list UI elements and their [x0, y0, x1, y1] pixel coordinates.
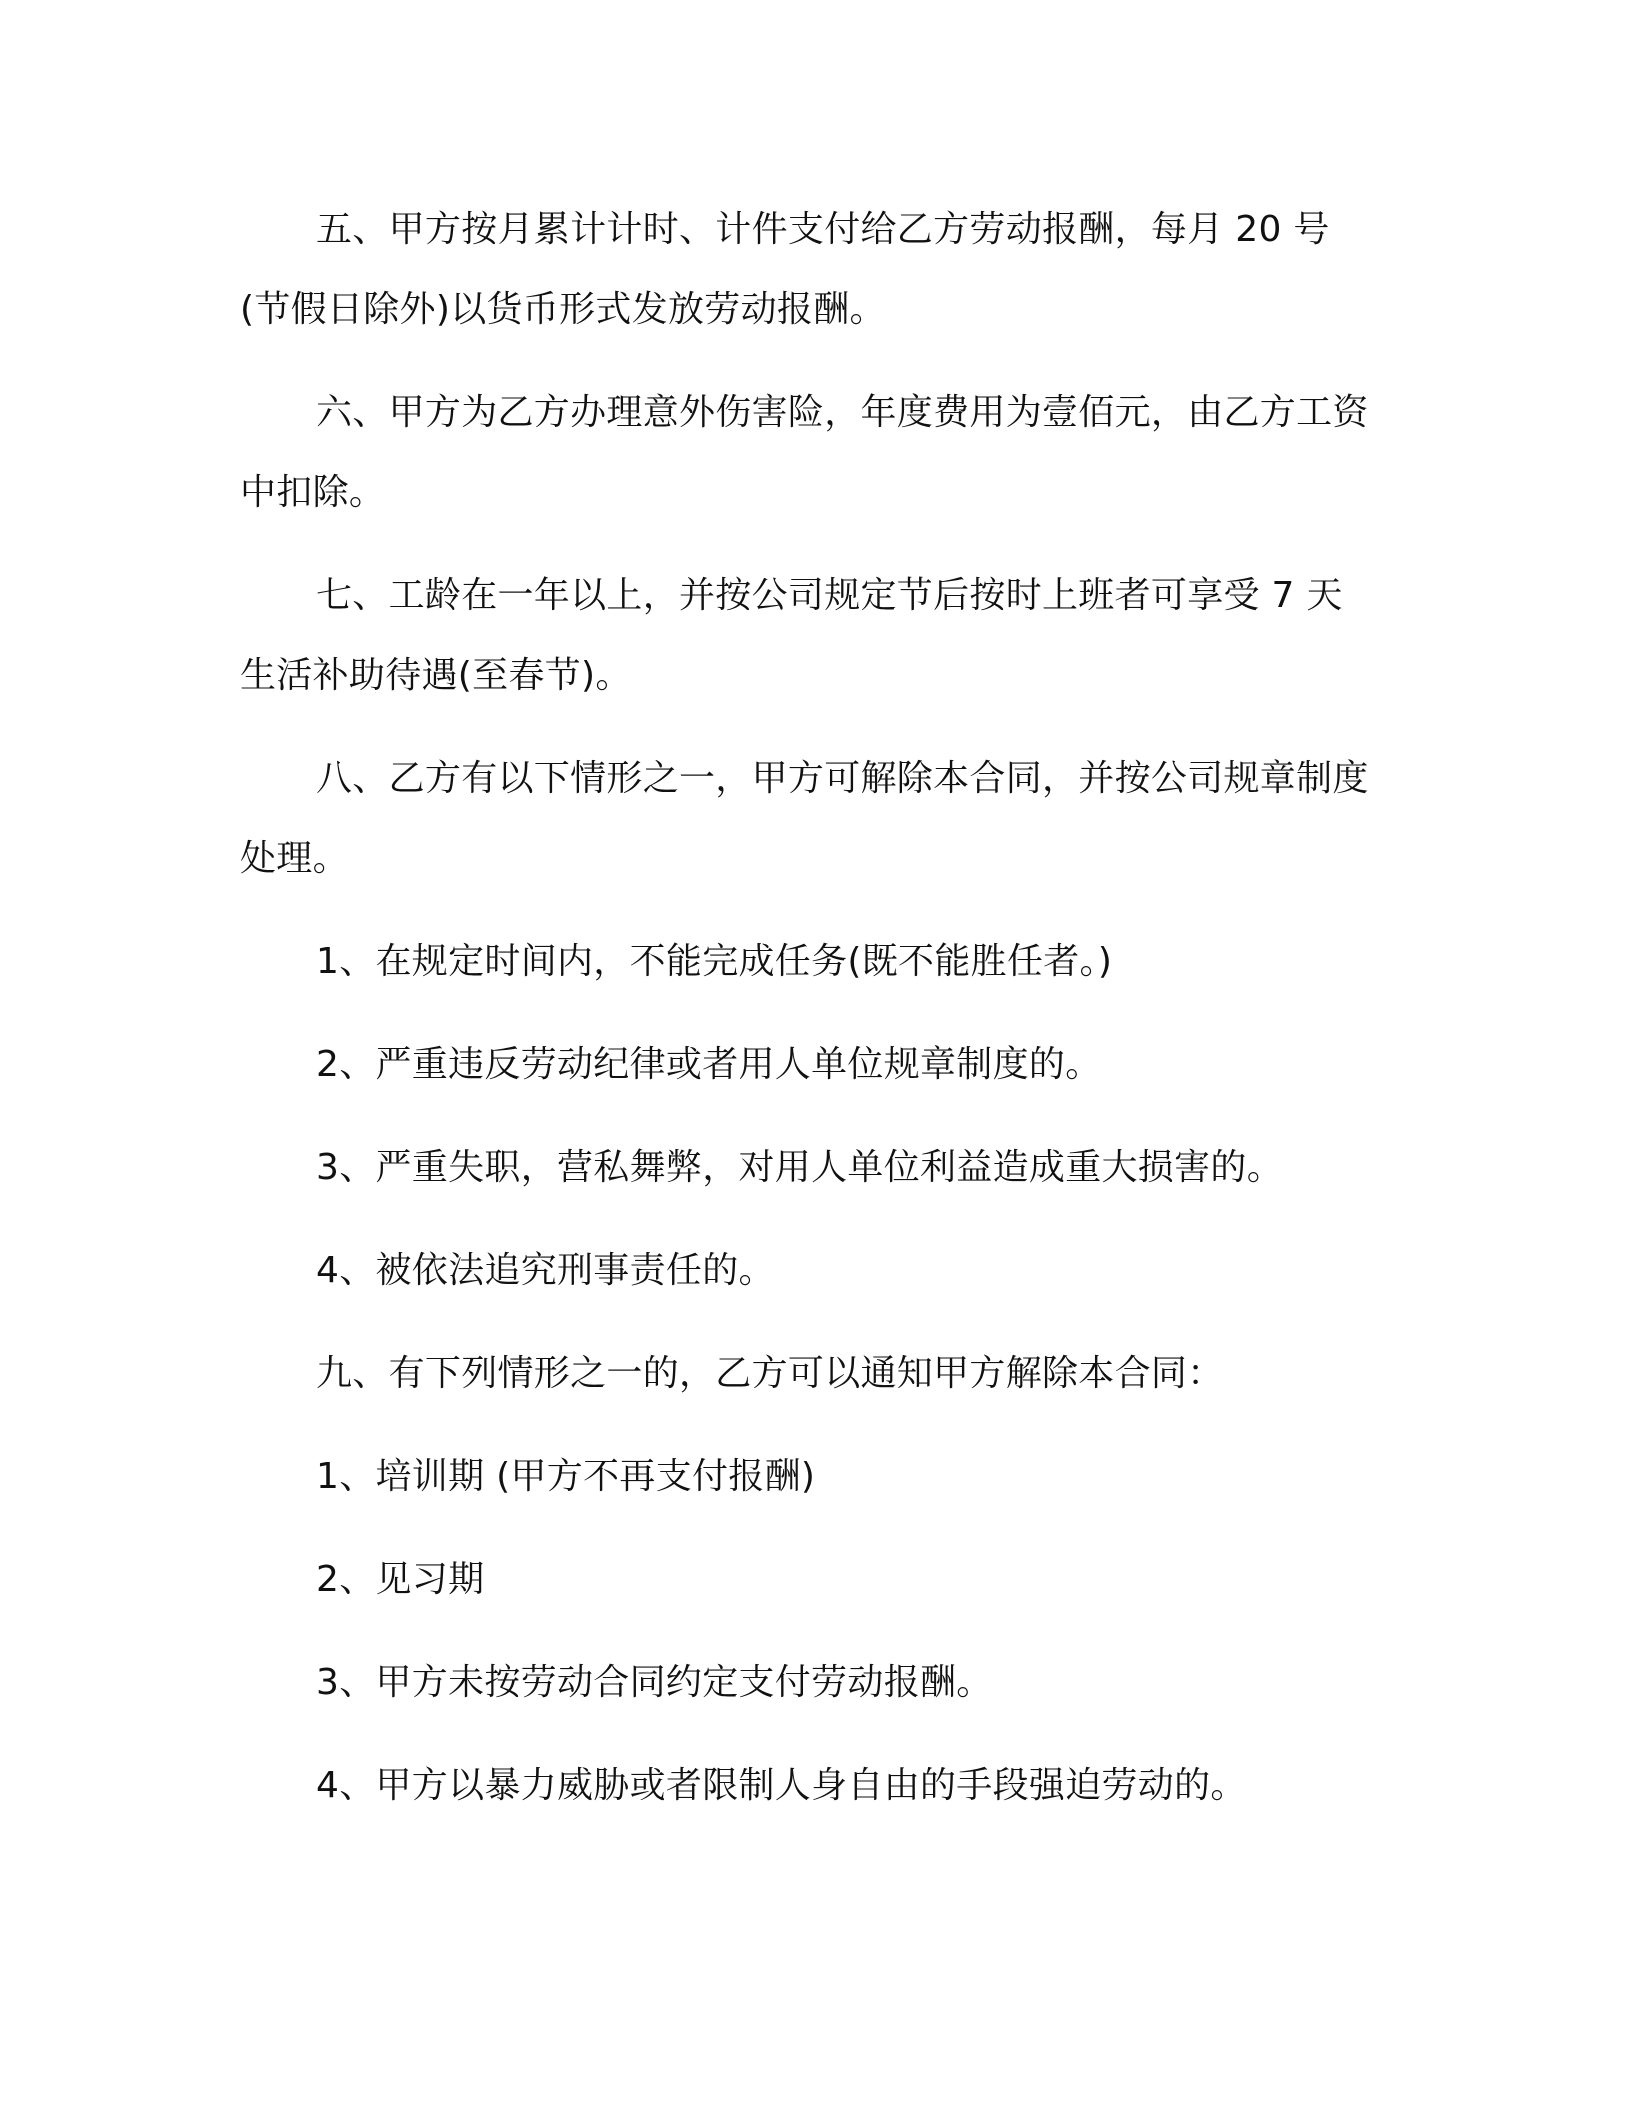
clause-9-item-1: 1、培训期 (甲方不再支付报酬)	[316, 1456, 816, 1497]
clause-8-item-4: 4、被依法追究刑事责任的。	[316, 1250, 775, 1291]
clause-6: 六、甲方为乙方办理意外伤害险，年度费用为壹佰元，由乙方工资中扣除。	[240, 392, 1369, 513]
clause-9-item-4: 4、甲方以暴力威胁或者限制人身自由的手段强迫劳动的。	[316, 1765, 1247, 1806]
clause-9-item-2: 2、见习期	[316, 1559, 485, 1600]
clause-7: 七、工龄在一年以上，并按公司规定节后按时上班者可享受 7 天生活补助待遇(至春节)。	[240, 575, 1343, 696]
clause-8-item-3: 3、严重失职，营私舞弊，对用人单位利益造成重大损害的。	[316, 1147, 1284, 1188]
clause-8-item-1: 1、在规定时间内，不能完成任务(既不能胜任者。)	[316, 941, 1113, 982]
clause-9: 九、有下列情形之一的，乙方可以通知甲方解除本合同：	[316, 1353, 1224, 1394]
clause-9-item-3: 3、甲方未按劳动合同约定支付劳动报酬。	[316, 1662, 993, 1703]
clause-5: 五、甲方按月累计计时、计件支付给乙方劳动报酬，每月 20 号(节假日除外)以货币形式发放劳动报酬。	[240, 209, 1330, 330]
document-body	[240, 190, 1375, 1849]
clause-8-item-2: 2、严重违反劳动纪律或者用人单位规章制度的。	[316, 1044, 1102, 1085]
clause-8: 八、乙方有以下情形之一，甲方可解除本合同，并按公司规章制度处理。	[240, 758, 1369, 879]
